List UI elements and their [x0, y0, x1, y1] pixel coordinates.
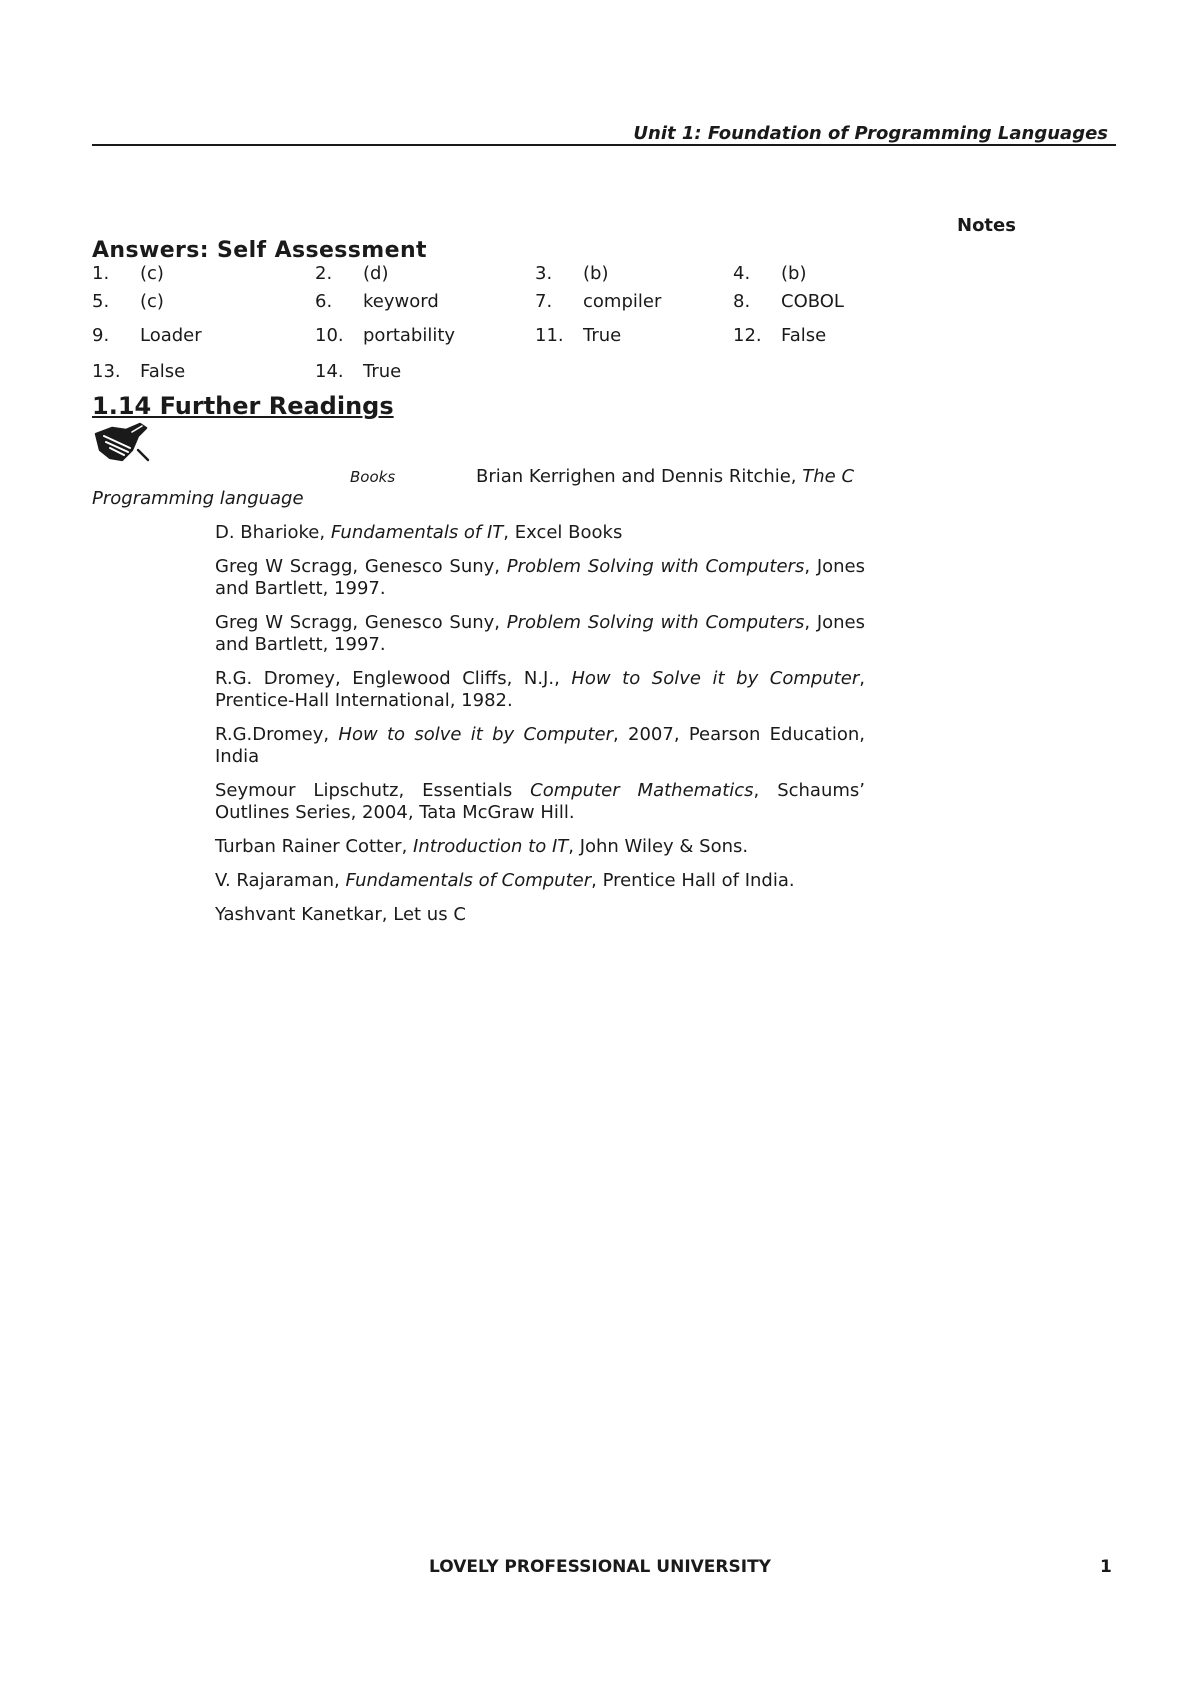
first-reference-title-part1: The C — [802, 466, 855, 487]
reference-title: Fundamentals of IT — [330, 522, 504, 543]
reference-publisher: , Jones and Bartlett, 1997. — [215, 612, 866, 655]
running-head — [92, 124, 1116, 146]
reference-item — [215, 724, 865, 768]
answer-item — [733, 325, 933, 347]
answer-value: (b) — [781, 263, 807, 284]
reference-publisher: , Excel Books — [503, 522, 623, 543]
reference-item — [215, 612, 865, 656]
first-reference-line1 — [476, 466, 854, 488]
reference-publisher: , 2007, Pearson Education, India — [215, 724, 865, 767]
reference-text: Greg W Scragg, Genesco Suny, — [215, 612, 507, 633]
answer-item — [315, 361, 515, 383]
reference-item — [215, 904, 865, 926]
answer-item — [535, 291, 735, 313]
answer-value: (c) — [140, 291, 164, 312]
reference-title: How to Solve it by Computer — [571, 668, 860, 689]
reference-title: Problem Solving with Computers — [506, 612, 805, 633]
answer-value: (c) — [140, 263, 164, 284]
reference-publisher: , Prentice Hall of India. — [591, 870, 795, 891]
reference-publisher: , John Wiley & Sons. — [568, 836, 749, 857]
answers-title: Answers: Self Assessment — [92, 238, 427, 263]
answer-value: False — [781, 325, 827, 346]
answer-value: (b) — [583, 263, 609, 284]
answer-number: 5. — [92, 291, 110, 312]
reference-item — [215, 668, 865, 712]
reference-title: Computer Mathematics — [530, 780, 754, 801]
reference-text: D. Bharioke, — [215, 522, 331, 543]
margin-note: Notes — [957, 215, 1016, 236]
answer-value: True — [363, 361, 402, 382]
reference-item — [215, 780, 865, 824]
answer-value: keyword — [363, 291, 439, 312]
answer-item — [92, 263, 292, 285]
reference-text: Yashvant Kanetkar, Let us C — [215, 904, 466, 925]
answer-number: 9. — [92, 325, 110, 346]
reference-text: R.G.Dromey, — [215, 724, 339, 745]
reference-list — [215, 522, 865, 938]
reference-title: Problem Solving with Computers — [506, 556, 805, 577]
answer-number: 13. — [92, 361, 121, 382]
answer-value: (d) — [363, 263, 389, 284]
reference-publisher: , Prentice-Hall International, 1982. — [215, 668, 865, 711]
reference-text: Seymour Lipschutz, Essentials — [215, 780, 531, 801]
reference-item — [215, 556, 865, 600]
answer-item — [733, 263, 933, 285]
answer-number: 2. — [315, 263, 333, 284]
answer-value: True — [583, 325, 622, 346]
reference-text: Turban Rainer Cotter, — [215, 836, 414, 857]
answer-item — [535, 325, 735, 347]
reference-publisher: , Schaums’ Outlines Series, 2004, Tata McGraw Hill. — [215, 780, 865, 823]
reference-text: Greg W Scragg, Genesco Suny, — [215, 556, 507, 577]
answer-number: 8. — [733, 291, 751, 312]
answer-item — [92, 325, 292, 347]
answer-number: 6. — [315, 291, 333, 312]
answer-value: COBOL — [781, 291, 844, 312]
answer-item — [92, 291, 292, 313]
answer-number: 4. — [733, 263, 751, 284]
answer-item — [535, 263, 735, 285]
answer-item — [315, 291, 515, 313]
first-reference-authors: Brian Kerrighen and Dennis Ritchie, — [476, 466, 803, 487]
writing-hand-icon — [92, 420, 150, 466]
answer-value: Loader — [140, 325, 202, 346]
answer-number: 14. — [315, 361, 344, 382]
reference-item — [215, 522, 865, 544]
answer-value: False — [140, 361, 186, 382]
answer-item — [733, 291, 933, 313]
answer-number: 3. — [535, 263, 553, 284]
footer-university: LOVELY PROFESSIONAL UNIVERSITY — [429, 1557, 771, 1577]
reference-item — [215, 870, 865, 892]
section-heading: 1.14 Further Readings — [92, 392, 394, 420]
answer-item — [92, 361, 292, 383]
books-label: Books — [350, 468, 396, 486]
answer-value: portability — [363, 325, 456, 346]
answer-item — [315, 263, 515, 285]
reference-title: Fundamentals of Computer — [345, 870, 592, 891]
reference-title: Introduction to IT — [413, 836, 569, 857]
running-head-title: Unit 1: Foundation of Programming Languages — [633, 123, 1108, 144]
first-reference-line2: Programming language — [92, 488, 304, 509]
answer-number: 1. — [92, 263, 110, 284]
reference-text: V. Rajaraman, — [215, 870, 346, 891]
reference-item — [215, 836, 865, 858]
page-number: 1 — [1100, 1557, 1112, 1577]
reference-title: How to solve it by Computer — [338, 724, 613, 745]
answer-number: 12. — [733, 325, 762, 346]
answer-number: 11. — [535, 325, 564, 346]
reference-text: R.G. Dromey, Englewood Cliffs, N.J., — [215, 668, 572, 689]
answer-value: compiler — [583, 291, 662, 312]
answer-item — [315, 325, 515, 347]
answer-number: 7. — [535, 291, 553, 312]
answer-number: 10. — [315, 325, 344, 346]
reference-publisher: , Jones and Bartlett, 1997. — [215, 556, 866, 599]
